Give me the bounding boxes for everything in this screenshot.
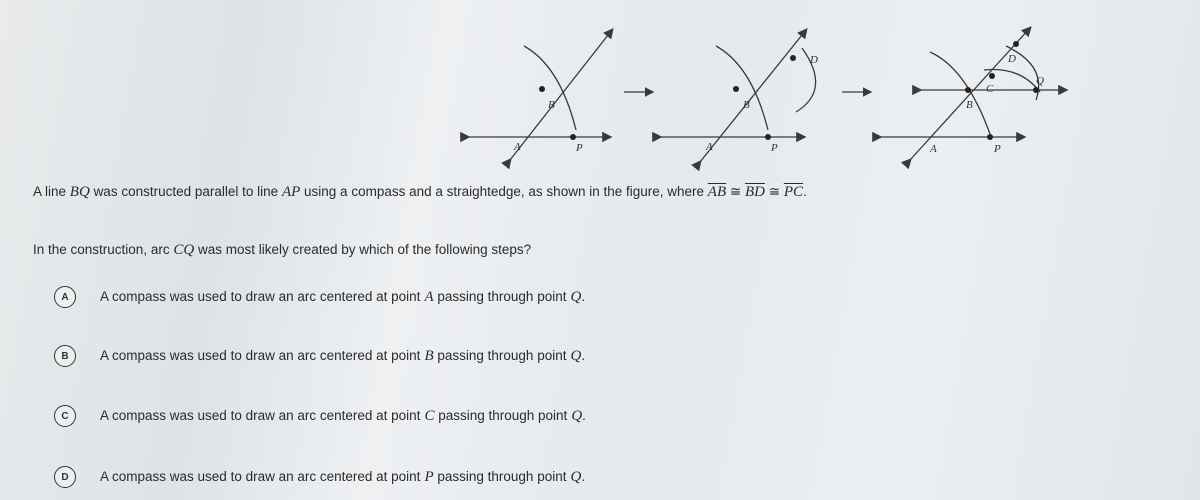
label-b: B [743,99,750,111]
option-text[interactable]: A compass was used to draw an arc centered at point C passing through point Q. [100,407,586,424]
label-p: P [994,143,1001,155]
transversal [510,30,612,160]
label-b: B [966,99,973,111]
answer-option-a[interactable] [54,285,585,309]
option-text[interactable]: A compass was used to draw an arc centered at point A passing through point Q. [100,288,586,305]
transversal [700,30,806,162]
panel-3 [880,28,1066,160]
label-a: A [514,141,521,153]
label-a: A [930,143,937,155]
line-bq-label: BQ [69,184,90,200]
segment-bd: $\overline{BD}$ [744,184,765,200]
answer-option-d[interactable] [54,465,585,489]
segment-pc: $\overline{PC}$ [783,184,803,200]
answer-option-c[interactable] [54,404,586,428]
label-p: P [576,142,583,154]
option-text[interactable]: A compass was used to draw an arc centered at point P passing through point Q. [100,468,586,485]
panel-2 [660,30,818,162]
option-letter-badge[interactable]: C [54,405,76,427]
label-b: B [548,99,555,111]
arc [524,46,576,130]
stem-text: was constructed parallel to line [93,184,279,199]
arc-1 [930,52,990,134]
stem-text: using a compass and a straightedge, as shown in the figure, where [304,184,705,199]
segment-ab: $\overline{AB}$ [707,184,727,200]
label-d: D [810,54,818,66]
panel-1 [468,30,612,160]
option-letter-badge[interactable]: D [54,466,76,488]
line-ap-label: AP [281,184,301,200]
answer-option-b[interactable] [54,344,585,368]
stem-period: . [802,184,807,199]
prompt-text: In the construction, arc [33,242,170,257]
option-letter-badge[interactable]: B [54,345,76,367]
label-d: D [1008,53,1016,65]
prompt-text: was most likely created by which of the following steps? [197,242,532,257]
question-prompt [33,242,531,259]
label-p: P [771,142,778,154]
option-text[interactable]: A compass was used to draw an arc centered at point B passing through point Q. [100,347,586,364]
stem-text: A line [33,184,67,199]
transversal [910,28,1030,160]
arc-cq-label: CQ [173,242,195,258]
question-stem [33,184,807,201]
congruent-symbol: ≅ [729,184,742,199]
congruent-symbol: ≅ [768,184,781,199]
construction-figure [0,0,1200,175]
label-c: C [986,83,994,95]
label-q: Q [1036,75,1044,87]
option-letter-badge[interactable]: A [54,286,76,308]
label-a: A [706,141,713,153]
